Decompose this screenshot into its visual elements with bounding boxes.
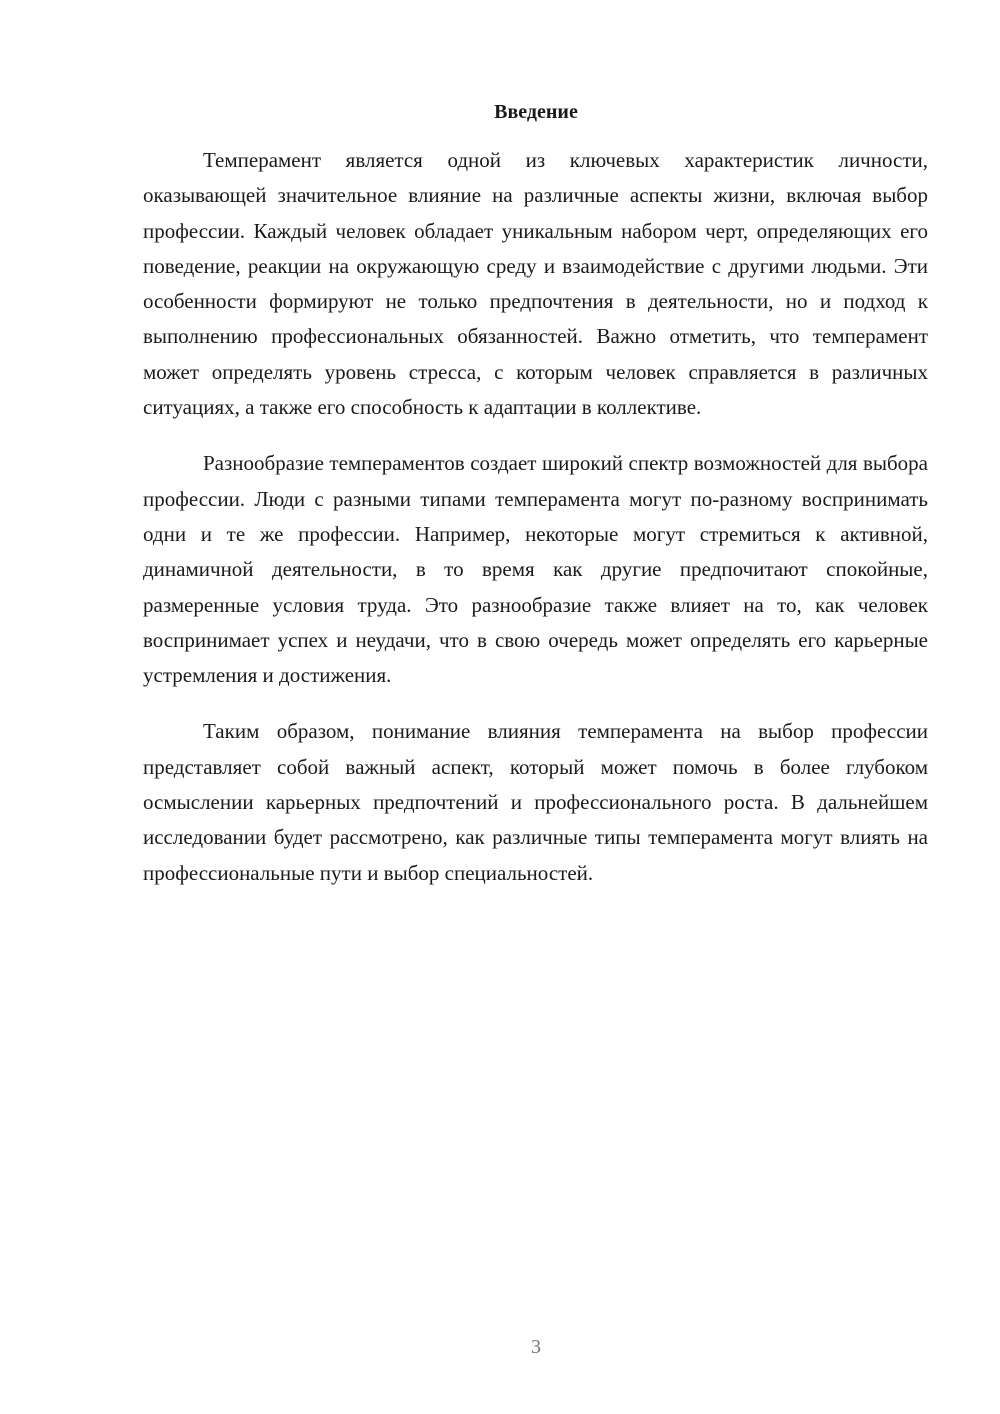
page-number: 3 [531,1336,541,1358]
paragraph-2: Разнообразие темпераментов создает широкий спектр возможностей для выбора профессии. Люди с разными типами темперамента могут по-разному воспринимать одни и те же профессии. Например, некоторые могут стремиться к активной, динамичной деятельности, в то время как другие предпочитают спокойные, размеренные условия труда. Это разнообразие также влияет на то, как человек воспринимает успех и неудачи, что в свою очередь может определять его карьерные устремления и достижения. [143,451,928,688]
paragraph-1: Темперамент является одной из ключевых характеристик личности, оказывающей значительное влияние на различные аспекты жизни, включая выбор профессии. Каждый человек обладает уникальным набором черт, определяющих его поведение, реакции на окружающую среду и взаимодействие с другими людьми. Эти особенности формируют не только предпочтения в деятельности, но и подход к выполнению профессиональных обязанностей. Важно отметить, что темперамент может определять уровень стресса, с которым человек справляется в различных ситуациях, а также его способность к адаптации в коллективе. [143,148,928,420]
section-heading: Введение [494,101,578,123]
body-text [143,143,928,912]
paragraph-3: Таким образом, понимание влияния темперамента на выбор профессии представляет собой важный аспект, который может помочь в более глубоком осмыслении карьерных предпочтений и профессионального роста. В дальнейшем исследовании будет рассмотрено, как различные типы темперамента могут влиять на профессиональные пути и выбор специальностей. [143,719,928,885]
